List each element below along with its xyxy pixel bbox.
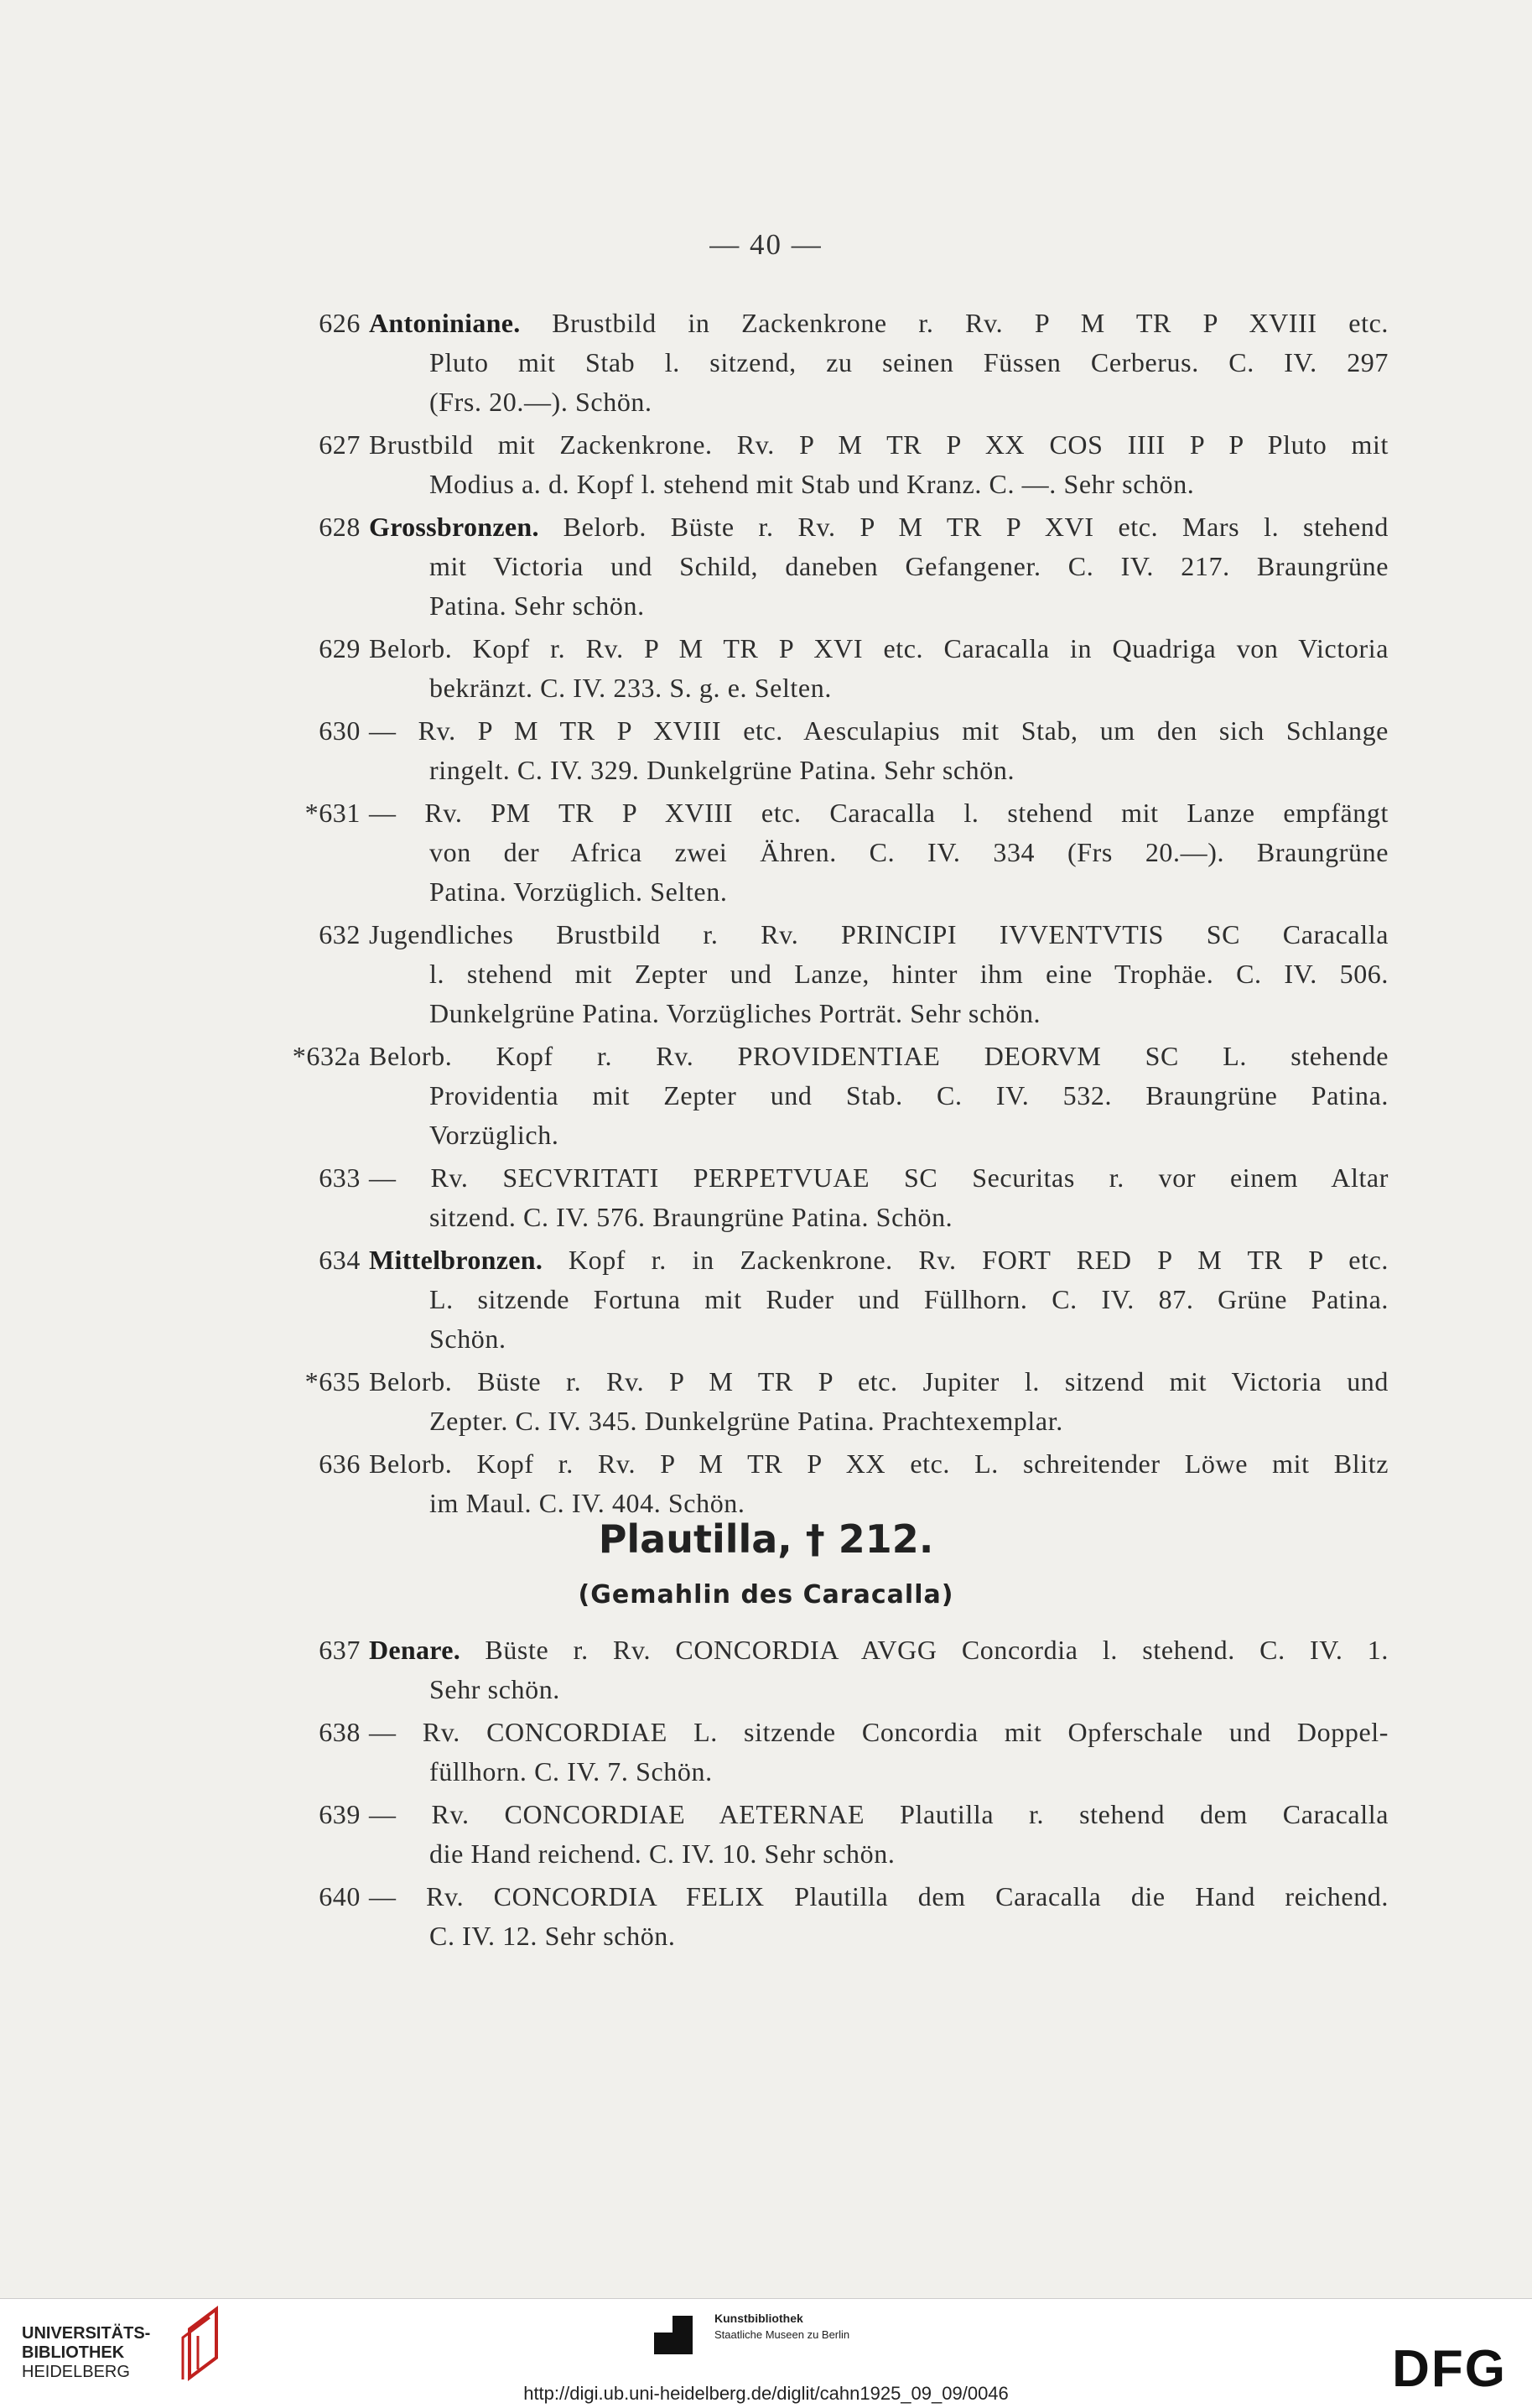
entry-number: 638 — [319, 1717, 361, 1747]
entry-text: — Rv. CONCORDIAE AETERNAE Plautilla r. stehend dem Caracalla — [369, 1799, 1389, 1829]
entry-category: Antoniniane. — [369, 308, 521, 338]
kunstbibliothek-subtitle: Staatliche Museen zu Berlin — [714, 2328, 850, 2341]
entry-line — [429, 1076, 1389, 1116]
entry-number: 636 — [319, 1448, 361, 1479]
entry-text: Brustbild in Zackenkrone r. Rv. P M TR P XVIII etc. — [552, 308, 1389, 338]
entry-number: 633 — [319, 1162, 361, 1193]
entry-text: Providentia mit Zepter und Stab. C. IV. 532. Braungrüne Patina. — [429, 1080, 1389, 1110]
footer-bar — [0, 2298, 1532, 2408]
entry-number: 627 — [319, 429, 361, 460]
section-title: Plautilla, † 212. — [598, 1516, 934, 1562]
entry-text: — Rv. CONCORDIA FELIX Plautilla dem Caracalla die Hand reichend. — [369, 1881, 1389, 1911]
entry-line — [369, 1795, 1389, 1834]
entry-number: 634 — [319, 1245, 361, 1275]
entry-text: Zepter. C. IV. 345. Dunkelgrüne Patina. Prachtexemplar. — [429, 1406, 1063, 1436]
entry-text: Schön. — [429, 1324, 506, 1354]
entry-line — [429, 994, 1389, 1033]
entry-line — [369, 1444, 1389, 1484]
entry-text: Belorb. Kopf r. Rv. P M TR P XVI etc. Caracalla in Quadriga von Victoria — [369, 633, 1389, 663]
entry-line — [429, 1917, 1389, 1956]
entry-line — [429, 751, 1389, 790]
entry-text: Patina. Sehr schön. — [429, 590, 645, 621]
entry-text: Büste r. Rv. CONCORDIA AVGG Concordia l. stehend. C. IV. 1. — [485, 1635, 1389, 1665]
entry-number: *632a — [292, 1041, 361, 1071]
entry-text: — Rv. P M TR P XVIII etc. Aesculapius mit Stab, um den sich Schlange — [369, 715, 1389, 746]
entry-number: 628 — [319, 512, 361, 542]
entry-line — [429, 1752, 1389, 1792]
entry-line — [429, 954, 1389, 994]
entry-text: C. IV. 12. Sehr schön. — [429, 1921, 676, 1951]
entry-text: l. stehend mit Zepter und Lanze, hinter ihm eine Trophäe. C. IV. 506. — [429, 959, 1389, 989]
ub-logo-line: HEIDELBERG — [22, 2363, 130, 2381]
entry-number: 629 — [319, 633, 361, 663]
entry-text: Jugendliches Brustbild r. Rv. PRINCIPI IVVENTVTIS SC Caracalla — [369, 919, 1389, 949]
entry-text: Brustbild mit Zackenkrone. Rv. P M TR P XX COS IIII P P Pluto mit — [369, 429, 1389, 460]
entry-text: im Maul. C. IV. 404. Schön. — [429, 1488, 745, 1518]
entry-line — [429, 1198, 1389, 1237]
entry-text: — Rv. SECVRITATI PERPETVUAE SC Securitas r. vor einem Altar — [369, 1162, 1389, 1193]
entry-line — [369, 1877, 1389, 1917]
entry-text: sitzend. C. IV. 576. Braungrüne Patina. Schön. — [429, 1202, 953, 1232]
entry-line — [369, 793, 1389, 833]
entry-number: *635 — [304, 1366, 361, 1396]
entry-number: 626 — [319, 308, 361, 338]
entry-line — [429, 382, 1389, 422]
kunstbibliothek-title: Kunstbibliothek — [714, 2312, 803, 2325]
entry-line — [429, 1319, 1389, 1359]
entry-line — [429, 1402, 1389, 1441]
entry-text: Belorb. Kopf r. Rv. P M TR P XX etc. L. schreitender Löwe mit Blitz — [369, 1448, 1389, 1479]
entry-line — [429, 586, 1389, 626]
entry-line — [369, 1713, 1389, 1752]
entry-line — [429, 1116, 1389, 1155]
ub-heidelberg-logo[interactable] — [22, 2324, 150, 2382]
entry-line — [369, 1362, 1389, 1402]
dfg-logo[interactable]: DFG — [1392, 2340, 1507, 2398]
entry-line — [429, 1280, 1389, 1319]
entry-line — [429, 833, 1389, 872]
entry-line — [369, 1630, 1389, 1670]
entry-line — [429, 465, 1389, 504]
entry-line — [429, 668, 1389, 708]
entry-text: Patina. Vorzüglich. Selten. — [429, 876, 728, 907]
entry-line — [369, 915, 1389, 954]
entry-number: 640 — [319, 1881, 361, 1911]
entry-number: 632 — [319, 919, 361, 949]
ub-logo-text — [22, 2324, 150, 2382]
kunstbibliothek-text — [714, 2311, 849, 2343]
entry-text: die Hand reichend. C. IV. 10. Sehr schön. — [429, 1839, 896, 1869]
entry-line — [369, 1240, 1389, 1280]
entry-line — [369, 507, 1389, 547]
entry-text: Belorb. Kopf r. Rv. PROVIDENTIAE DEORVM SC L. stehende — [369, 1041, 1389, 1071]
ub-logo-line: BIBLIOTHEK — [22, 2343, 125, 2362]
ub-emblem-icon — [173, 2306, 231, 2381]
entry-number: *631 — [304, 798, 361, 828]
entry-text: bekränzt. C. IV. 233. S. g. e. Selten. — [429, 673, 832, 703]
entry-text: Belorb. Büste r. Rv. P M TR P etc. Jupiter l. sitzend mit Victoria und — [369, 1366, 1389, 1396]
entry-text: füllhorn. C. IV. 7. Schön. — [429, 1756, 713, 1786]
entry-line — [369, 629, 1389, 668]
entry-category: Grossbronzen. — [369, 512, 539, 542]
entry-text: ringelt. C. IV. 329. Dunkelgrüne Patina. Sehr schön. — [429, 755, 1015, 785]
entry-category: Mittelbronzen. — [369, 1245, 543, 1275]
source-url-link[interactable]: http://digi.ub.uni-heidelberg.de/diglit/cahn1925_09_09/0046 — [523, 2383, 1009, 2404]
entry-line — [429, 1834, 1389, 1874]
entry-number: 639 — [319, 1799, 361, 1829]
entry-number: 630 — [319, 715, 361, 746]
entry-line — [369, 425, 1389, 465]
entry-category: Denare. — [369, 1635, 461, 1665]
ub-logo-line: UNIVERSITÄTS- — [22, 2324, 151, 2343]
entry-line — [369, 1158, 1389, 1198]
kunstbibliothek-mark-icon — [654, 2316, 693, 2354]
entry-text: mit Victoria und Schild, daneben Gefangener. C. IV. 217. Braungrüne — [429, 551, 1389, 581]
page-number: — 40 — — [709, 228, 823, 261]
entry-text: Sehr schön. — [429, 1674, 560, 1704]
entry-text: Vorzüglich. — [429, 1120, 559, 1150]
entry-line — [429, 343, 1389, 382]
entry-line — [429, 872, 1389, 912]
entry-text: Belorb. Büste r. Rv. P M TR P XVI etc. Mars l. stehend — [563, 512, 1389, 542]
entry-text: L. sitzende Fortuna mit Ruder und Füllhorn. C. IV. 87. Grüne Patina. — [429, 1284, 1389, 1314]
entry-line — [369, 1037, 1389, 1076]
entry-line — [429, 547, 1389, 586]
entry-text: — Rv. PM TR P XVIII etc. Caracalla l. stehend mit Lanze empfängt — [369, 798, 1389, 828]
section-subtitle: (Gemahlin des Caracalla) — [578, 1580, 954, 1610]
entry-number: 637 — [319, 1635, 361, 1665]
entry-text: Modius a. d. Kopf l. stehend mit Stab und Kranz. C. —. Sehr schön. — [429, 469, 1195, 499]
entry-text: von der Africa zwei Ähren. C. IV. 334 (Frs 20.—). Braungrüne — [429, 837, 1389, 867]
entry-text: (Frs. 20.—). Schön. — [429, 387, 652, 417]
entry-text: — Rv. CONCORDIAE L. sitzende Concordia mit Opferschale und Doppel- — [369, 1717, 1389, 1747]
entry-line — [429, 1670, 1389, 1709]
entry-text: Kopf r. in Zackenkrone. Rv. FORT RED P M TR P etc. — [568, 1245, 1389, 1275]
entry-text: Dunkelgrüne Patina. Vorzügliches Porträt. Sehr schön. — [429, 998, 1041, 1028]
entry-text: Pluto mit Stab l. sitzend, zu seinen Füssen Cerberus. C. IV. 297 — [429, 347, 1389, 377]
entry-line — [369, 304, 1389, 343]
entry-line — [369, 711, 1389, 751]
